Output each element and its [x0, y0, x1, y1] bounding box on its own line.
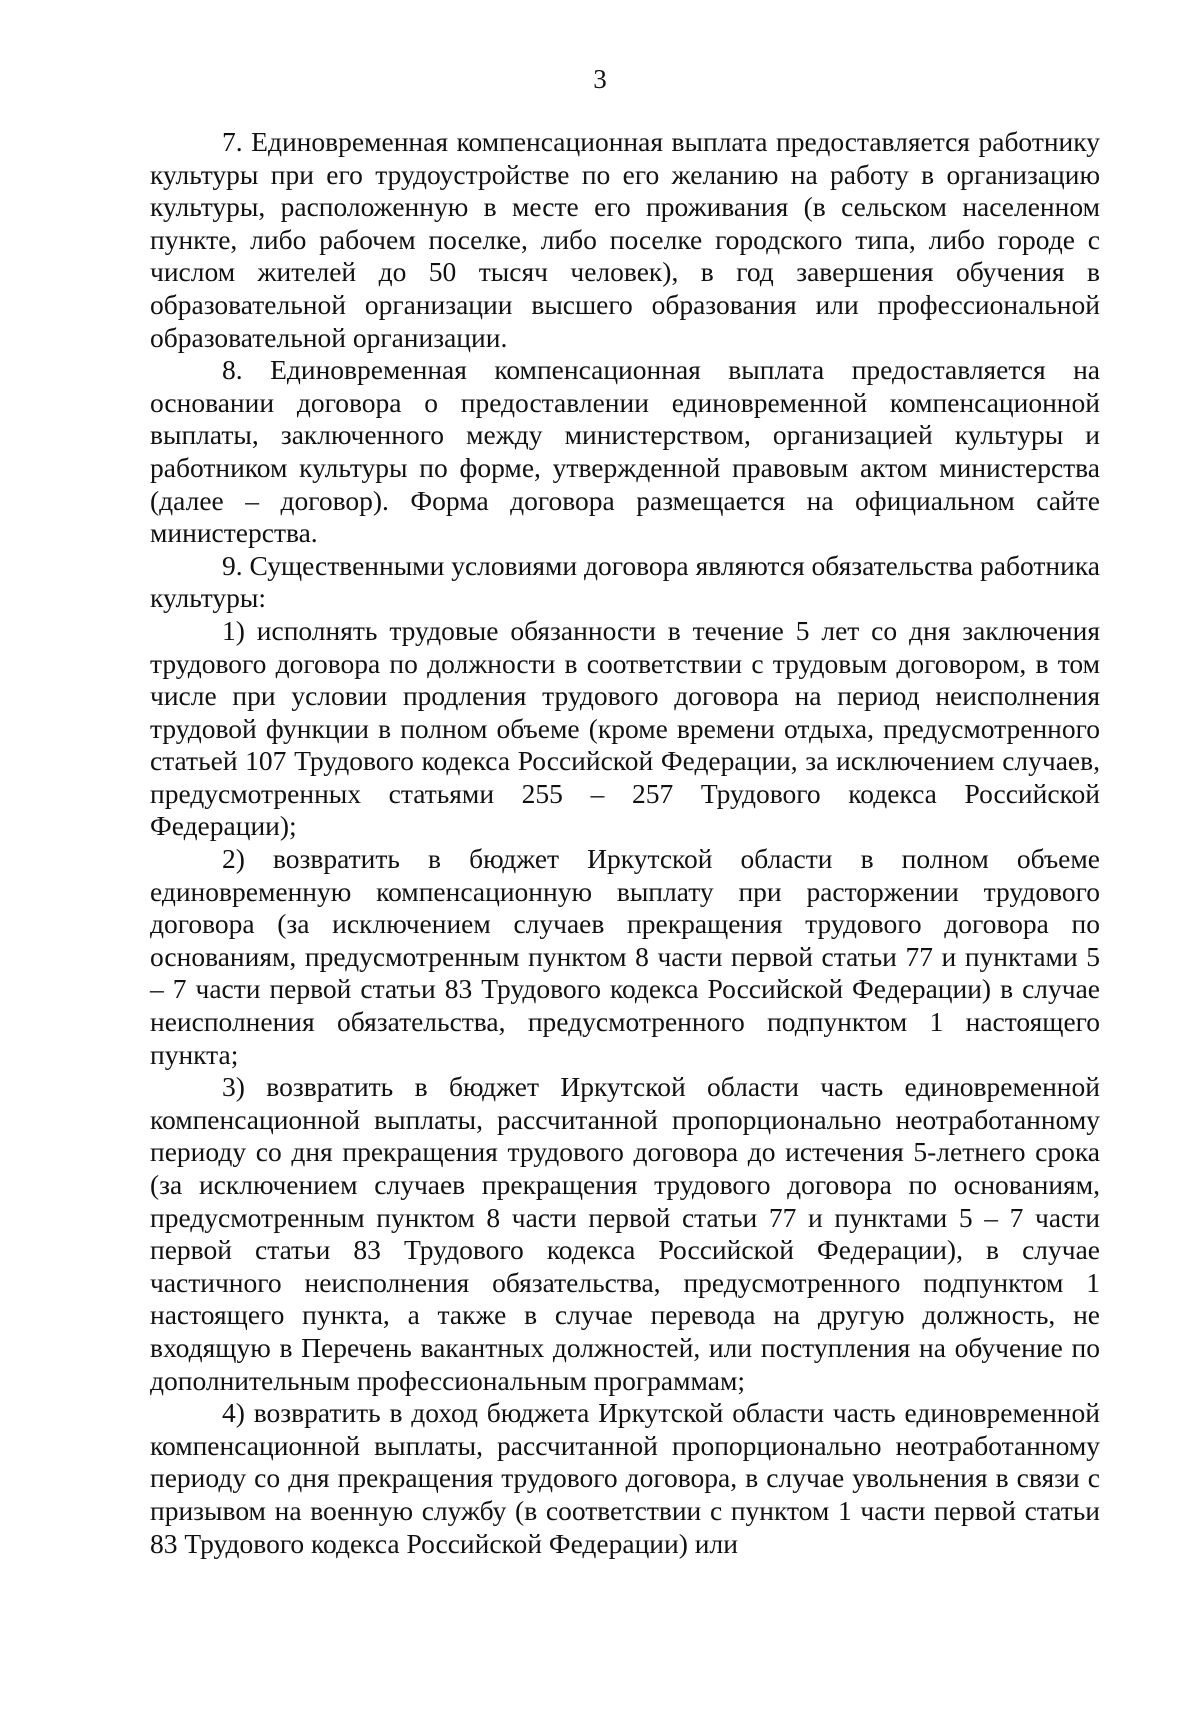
page-number: 3 [593, 64, 607, 94]
paragraph-item-9: 9. Существенными условиями договора являются обязательства работника культуры: [150, 549, 1100, 614]
paragraph-item-7: 7. Единовременная компенсационная выплата предоставляется работнику культуры при его трудоустройстве по его желанию на работу в организацию культуры, расположенную в месте его проживания (в сельском населенном пункте, либо рабочем поселке, либо поселке городского типа, либо городе с числом жителей до 50 тысяч человек), в год завершения обучения в образовательной организации высшего образования или профессиональной образовательной организации. [150, 126, 1100, 353]
subparagraph-3: 3) возвратить в бюджет Иркутской области часть единовременной компенсационной выплаты, рассчитанной пропорционально неотработанному периоду со дня прекращения трудового договора до истечения 5-летнего срока (за исключением случаев прекращения трудового договора по основаниям, предусмотренным пунктом 8 части первой статьи 77 и пунктами 5 – 7 части первой статьи 83 Трудового кодекса Российской Федерации), в случае частичного неисполнения обязательства, предусмотренного подпунктом 1 настоящего пункта, а также в случае перевода на другую должность, не входящую в Перечень вакантных должностей, или поступления на обучение по дополнительным профессиональным программам; [150, 1071, 1100, 1396]
subparagraph-4: 4) возвратить в доход бюджета Иркутской области часть единовременной компенсационной выплаты, рассчитанной пропорционально неотработанному периоду со дня прекращения трудового договора, в случае увольнения в связи с призывом на военную службу (в соответствии с пунктом 1 части первой статьи 83 Трудового кодекса Российской Федерации) или [150, 1397, 1100, 1559]
subparagraph-2: 2) возвратить в бюджет Иркутской области в полном объеме единовременную компенсационную выплату при расторжении трудового договора (за исключением случаев прекращения трудового договора по основаниям, предусмотренным пунктом 8 части первой статьи 77 и пунктами 5 – 7 части первой статьи 83 Трудового кодекса Российской Федерации) в случае неисполнения обязательства, предусмотренного подпунктом 1 настоящего пункта; [150, 843, 1100, 1070]
paragraph-item-8: 8. Единовременная компенсационная выплата предоставляется на основании договора о предоставлении единовременной компенсационной выплаты, заключенного между министерством, организацией культуры и работником культуры по форме, утвержденной правовым актом министерства (далее – договор). Форма договора размещается на официальном сайте министерства. [150, 354, 1100, 549]
document-body [150, 126, 1100, 1560]
subparagraph-1: 1) исполнять трудовые обязанности в течение 5 лет со дня заключения трудового договора по должности в соответствии с трудовым договором, в том числе при условии продления трудового договора на период неисполнения трудовой функции в полном объеме (кроме времени отдыха, предусмотренного статьей 107 Трудового кодекса Российской Федерации, за исключением случаев, предусмотренных статьями 255 – 257 Трудового кодекса Российской Федерации); [150, 614, 1100, 842]
